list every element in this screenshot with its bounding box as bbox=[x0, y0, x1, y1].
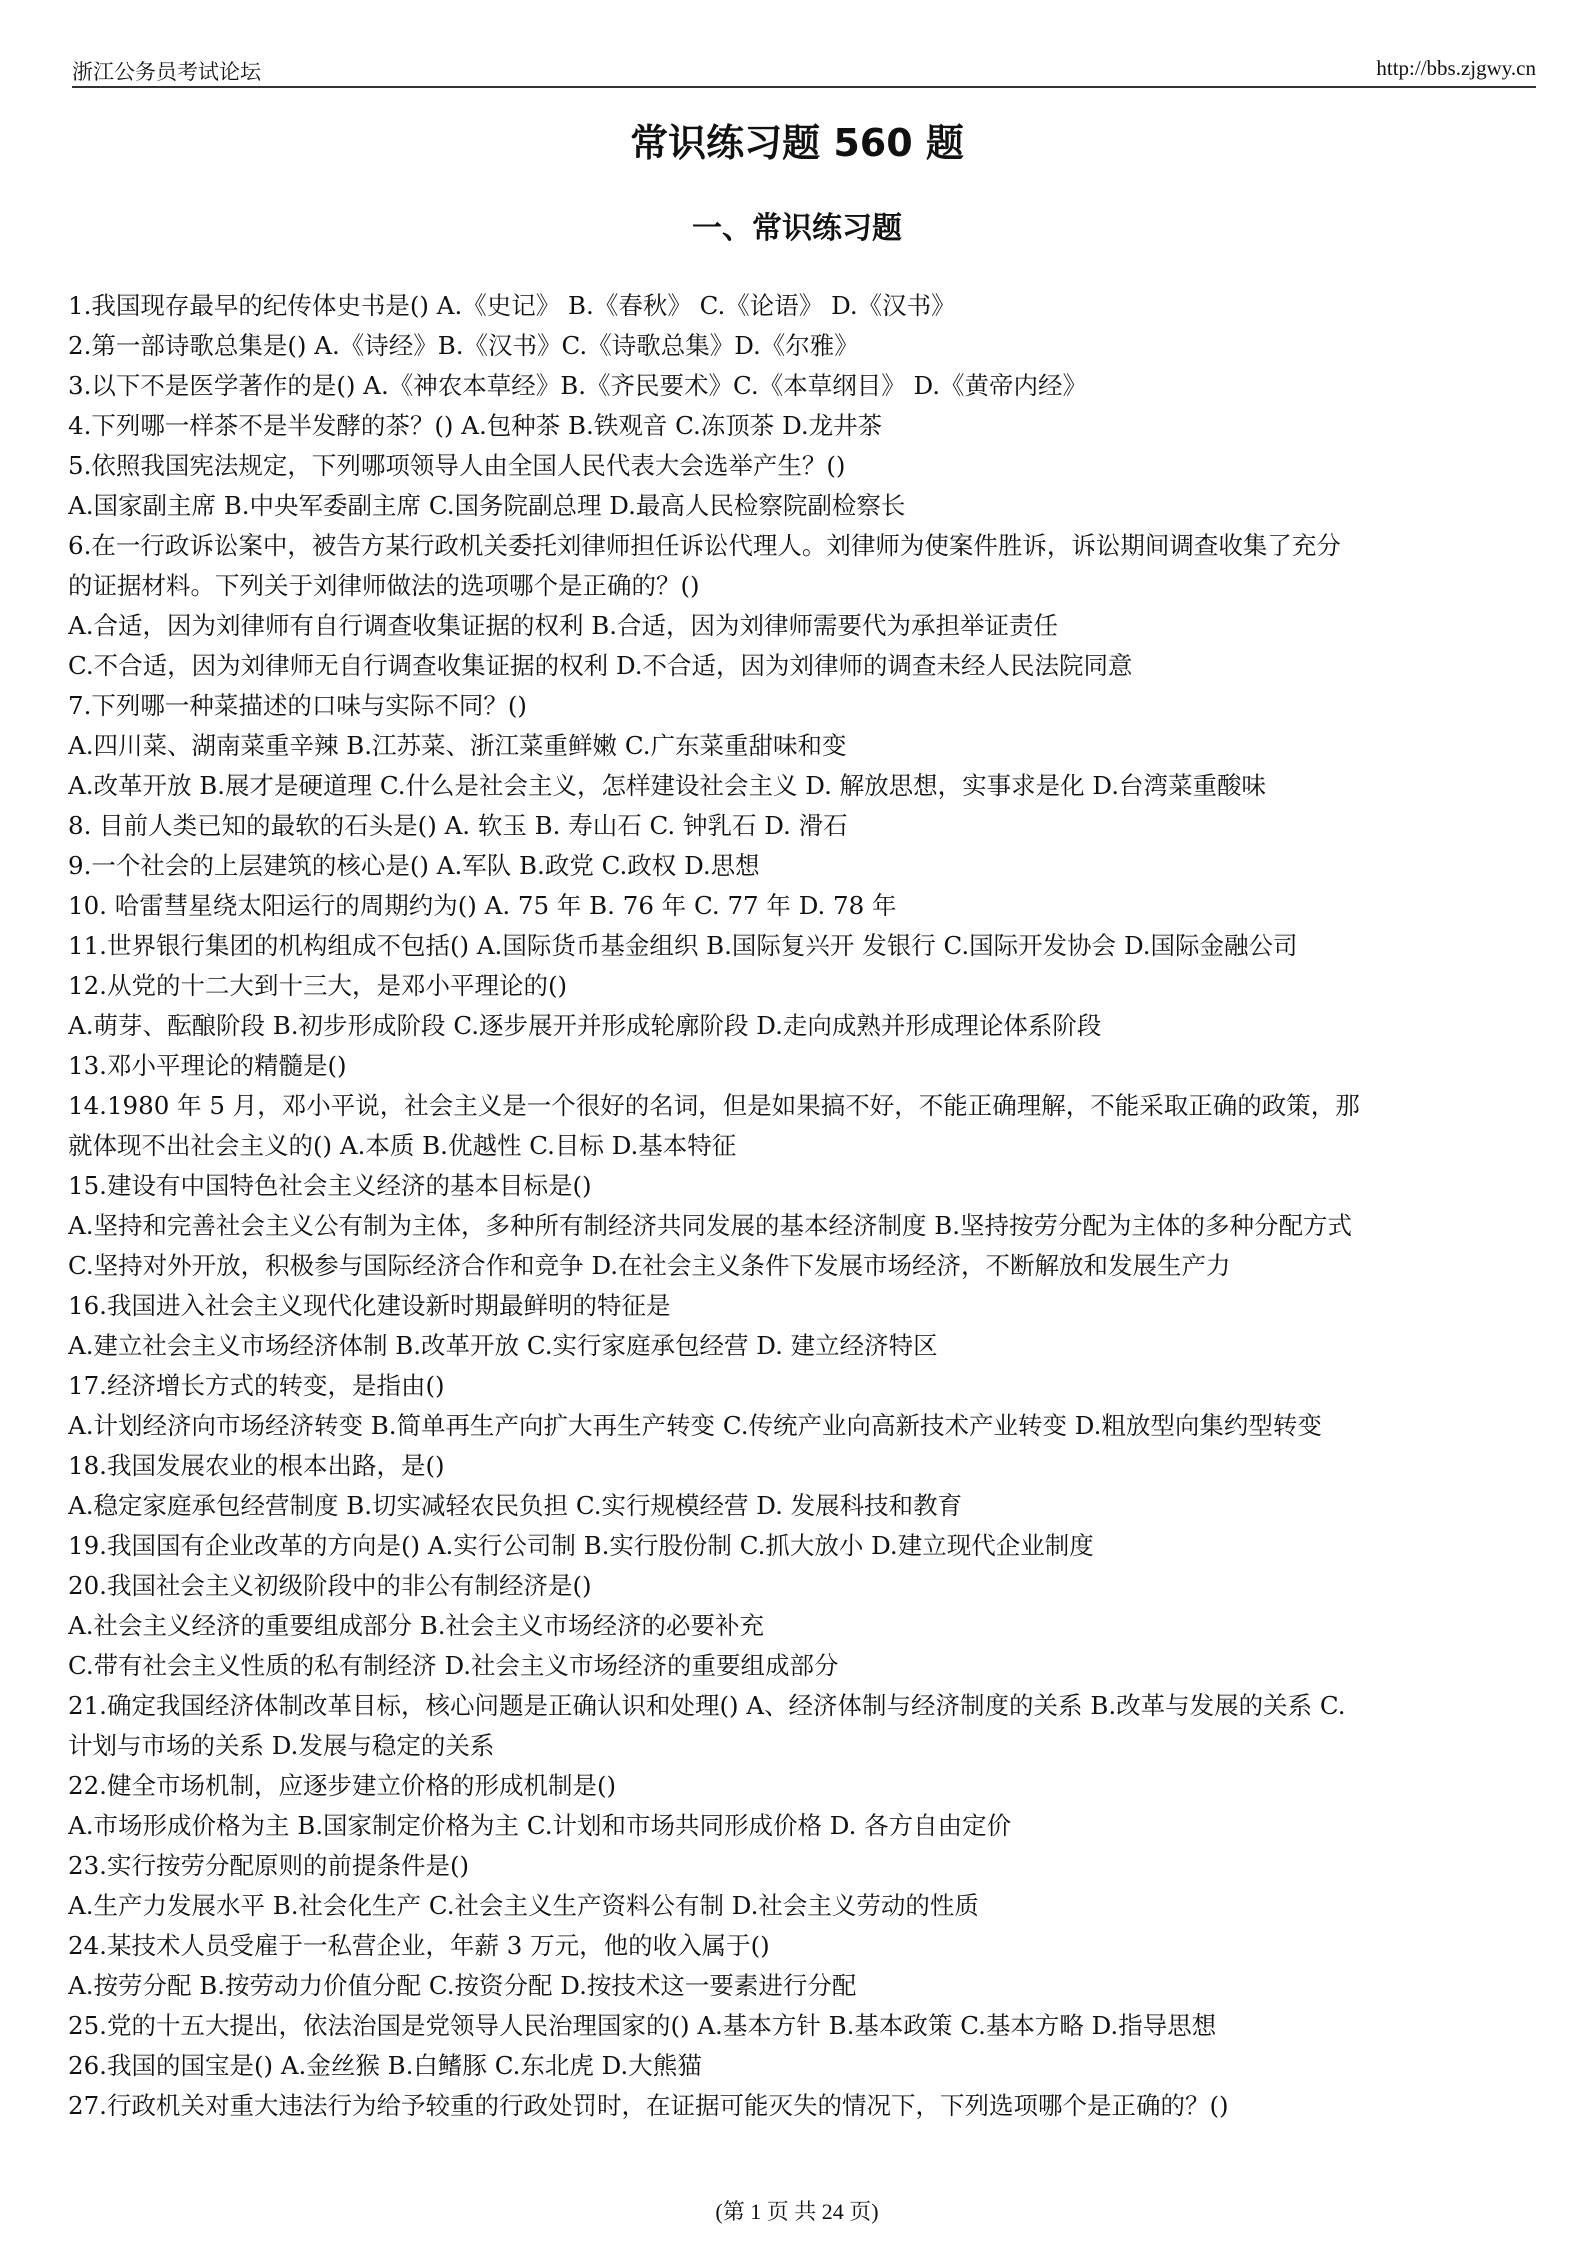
text-line: 2.第一部诗歌总集是() A.《诗经》B.《汉书》C.《诗歌总集》D.《尔雅》 bbox=[68, 331, 859, 360]
document-title: 常识练习题 560 题 bbox=[630, 121, 964, 165]
text-line: A.市场形成价格为主 B.国家制定价格为主 C.计划和市场共同形成价格 D. 各方自由定价 bbox=[68, 1811, 1012, 1840]
page-header bbox=[72, 52, 1536, 88]
text-line: 的证据材料。下列关于刘律师做法的选项哪个是正确的？() bbox=[68, 571, 700, 600]
text-line: 15.建设有中国特色社会主义经济的基本目标是() bbox=[68, 1171, 592, 1200]
text-line: C.不合适，因为刘律师无自行调查收集证据的权利 D.不合适，因为刘律师的调查未经人民法院同意 bbox=[68, 651, 1133, 680]
text-line: A.计划经济向市场经济转变 B.简单再生产向扩大再生产转变 C.传统产业向高新技术产业转变 D.粗放型向集约型转变 bbox=[68, 1411, 1322, 1440]
text-line: 24.某技术人员受雇于一私营企业，年薪 3 万元，他的收入属于() bbox=[68, 1931, 770, 1960]
text-line: 26.我国的国宝是() A.金丝猴 B.白鳍豚 C.东北虎 D.大熊猫 bbox=[68, 2051, 702, 2080]
text-line: 18.我国发展农业的根本出路，是() bbox=[68, 1451, 445, 1480]
text-line: 4.下列哪一样茶不是半发酵的茶？() A.包种茶 B.铁观音 C.冻顶茶 D.龙井茶 bbox=[68, 411, 883, 440]
text-line: 就体现不出社会主义的() A.本质 B.优越性 C.目标 D.基本特征 bbox=[68, 1131, 737, 1160]
text-line: 27.行政机关对重大违法行为给予较重的行政处罚时，在证据可能灭失的情况下，下列选项哪个是正确的？() bbox=[68, 2091, 1229, 2120]
section-heading: 一、常识练习题 bbox=[692, 211, 902, 246]
header-url: http://bbs.zjgwy.cn bbox=[1376, 56, 1536, 80]
text-line: A.萌芽、酝酿阶段 B.初步形成阶段 C.逐步展开并形成轮廓阶段 D.走向成熟并形成理论体系阶段 bbox=[68, 1011, 1102, 1040]
text-line: 23.实行按劳分配原则的前提条件是() bbox=[68, 1851, 470, 1880]
text-line: A.社会主义经济的重要组成部分 B.社会主义市场经济的必要补充 bbox=[68, 1611, 765, 1640]
page-footer: (第 1 页 共 24 页) bbox=[715, 2199, 879, 2224]
question-list bbox=[68, 286, 1538, 2126]
text-line: A.生产力发展水平 B.社会化生产 C.社会主义生产资料公有制 D.社会主义劳动的性质 bbox=[68, 1891, 979, 1920]
text-line: A.稳定家庭承包经营制度 B.切实减轻农民负担 C.实行规模经营 D. 发展科技和教育 bbox=[68, 1491, 963, 1520]
text-line: 8. 目前人类已知的最软的石头是() A. 软玉 B. 寿山石 C. 钟乳石 D. 滑石 bbox=[68, 811, 848, 840]
text-line: A.改革开放 B.展才是硬道理 C.什么是社会主义，怎样建设社会主义 D. 解放思想，实事求是化 D.台湾菜重酸味 bbox=[68, 771, 1266, 800]
text-line: 计划与市场的关系 D.发展与稳定的关系 bbox=[68, 1731, 495, 1760]
text-line: 6.在一行政诉讼案中，被告方某行政机关委托刘律师担任诉讼代理人。刘律师为使案件胜诉，诉讼期间调查收集了充分 bbox=[68, 531, 1341, 560]
text-line: A.按劳分配 B.按劳动力价值分配 C.按资分配 D.按技术这一要素进行分配 bbox=[68, 1971, 857, 2000]
text-line: 3.以下不是医学著作的是() A.《神农本草经》B.《齐民要术》C.《本草纲目》 D.《黄帝内经》 bbox=[68, 371, 1088, 400]
text-line: 10. 哈雷彗星绕太阳运行的周期约为() A. 75 年 B. 76 年 C. 77 年 D. 78 年 bbox=[68, 891, 897, 920]
text-line: 11.世界银行集团的机构组成不包括() A.国际货币基金组织 B.国际复兴开 发银行 C.国际开发协会 D.国际金融公司 bbox=[68, 931, 1298, 960]
text-line: C.带有社会主义性质的私有制经济 D.社会主义市场经济的重要组成部分 bbox=[68, 1651, 839, 1680]
text-line: A.合适，因为刘律师有自行调查收集证据的权利 B.合适，因为刘律师需要代为承担举证责任 bbox=[68, 611, 1059, 640]
text-line: A.建立社会主义市场经济体制 B.改革开放 C.实行家庭承包经营 D. 建立经济特区 bbox=[68, 1331, 938, 1360]
text-line: 13.邓小平理论的精髓是() bbox=[68, 1051, 347, 1080]
header-site-name: 浙江公务员考试论坛 bbox=[72, 60, 261, 84]
text-line: 5.依照我国宪法规定，下列哪项领导人由全国人民代表大会选举产生？() bbox=[68, 451, 846, 480]
text-line: 7.下列哪一种菜描述的口味与实际不同？() bbox=[68, 691, 527, 720]
text-line: A.坚持和完善社会主义公有制为主体，多种所有制经济共同发展的基本经济制度 B.坚持按劳分配为主体的多种分配方式 bbox=[68, 1211, 1353, 1240]
text-line: A.四川菜、湖南菜重辛辣 B.江苏菜、浙江菜重鲜嫩 C.广东菜重甜味和变 bbox=[68, 731, 847, 760]
text-line: 17.经济增长方式的转变，是指由() bbox=[68, 1371, 445, 1400]
text-line: 1.我国现存最早的纪传体史书是() A.《史记》 B.《春秋》 C.《论语》 D.《汉书》 bbox=[68, 291, 956, 320]
text-line: 14.1980 年 5 月，邓小平说，社会主义是一个很好的名词，但是如果搞不好，不能正确理解，不能采取正确的政策，那 bbox=[68, 1091, 1360, 1120]
text-line: 9.一个社会的上层建筑的核心是() A.军队 B.政党 C.政权 D.思想 bbox=[68, 851, 760, 880]
text-line: 20.我国社会主义初级阶段中的非公有制经济是() bbox=[68, 1571, 592, 1600]
text-line: 19.我国国有企业改革的方向是() A.实行公司制 B.实行股份制 C.抓大放小 D.建立现代企业制度 bbox=[68, 1531, 1094, 1560]
text-line: 21.确定我国经济体制改革目标，核心问题是正确认识和处理() A、经济体制与经济制度的关系 B.改革与发展的关系 C. bbox=[68, 1691, 1346, 1720]
text-line: C.坚持对外开放，积极参与国际经济合作和竞争 D.在社会主义条件下发展市场经济，不断解放和发展生产力 bbox=[68, 1251, 1231, 1280]
text-line: 12.从党的十二大到十三大，是邓小平理论的() bbox=[68, 971, 568, 1000]
text-line: A.国家副主席 B.中央军委副主席 C.国务院副总理 D.最高人民检察院副检察长 bbox=[68, 491, 906, 520]
text-line: 25.党的十五大提出，依法治国是党领导人民治理国家的() A.基本方针 B.基本政策 C.基本方略 D.指导思想 bbox=[68, 2011, 1217, 2040]
text-line: 22.健全市场机制，应逐步建立价格的形成机制是() bbox=[68, 1771, 617, 1800]
text-line: 16.我国进入社会主义现代化建设新时期最鲜明的特征是 bbox=[68, 1291, 671, 1320]
